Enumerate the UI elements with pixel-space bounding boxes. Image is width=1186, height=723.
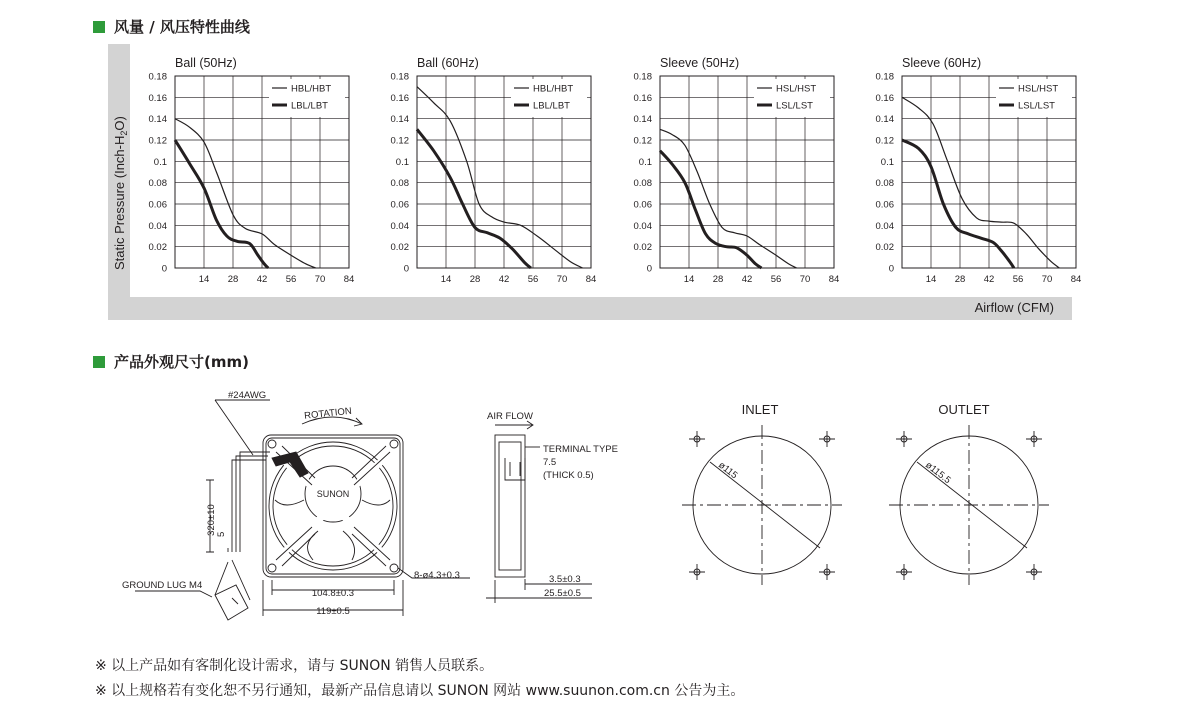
y-tick-label: 0.12 [875, 135, 894, 147]
y-tick-label: 0.14 [875, 114, 894, 126]
y-tick-label: 0.12 [148, 135, 167, 147]
x-tick-label: 56 [527, 274, 539, 285]
y-tick-label: 0.1 [153, 156, 167, 168]
x-tick-label: 56 [285, 274, 297, 285]
depth-dim: 25.5±0.5 [544, 588, 581, 599]
legend-label: HBL/HBT [533, 83, 574, 95]
ground-lug-label: GROUND LUG M4 [122, 580, 203, 591]
y-tick-label: 0.06 [875, 199, 894, 211]
x-tick-label: 42 [741, 274, 753, 285]
y-tick-label: 0.04 [390, 220, 409, 232]
legend [996, 79, 1072, 117]
y-tick-label: 0.04 [875, 220, 894, 232]
legend [269, 79, 345, 117]
section-marker [93, 356, 105, 368]
legend [754, 79, 830, 117]
y-tick-label: 0.16 [148, 92, 167, 104]
y-tick-label: 0.12 [390, 135, 409, 147]
flange-dim: 3.5±0.3 [549, 574, 581, 585]
y-tick-label: 0.02 [390, 242, 409, 254]
series-line-lsl-lst [660, 151, 762, 268]
y-tick-label: 0.06 [148, 199, 167, 211]
size-dim: 119±0.5 [316, 606, 350, 617]
chart-title: Sleeve (60Hz) [902, 56, 982, 70]
x-tick-label: 28 [712, 274, 724, 285]
chart-title: Sleeve (50Hz) [660, 56, 740, 70]
outlet-view [889, 425, 1049, 585]
terminal-type-label: TERMINAL TYPE [543, 444, 618, 455]
inlet-diameter: ø115 [716, 459, 740, 482]
series-line-hbl-hbt [175, 119, 316, 268]
y-tick-label: 0.14 [390, 114, 409, 126]
y-tick-label: 0 [888, 263, 894, 275]
x-tick-label: 70 [799, 274, 811, 285]
x-tick-label: 28 [227, 274, 239, 285]
legend [511, 79, 587, 117]
series-line-lbl-lbt [417, 129, 531, 268]
x-tick-label: 28 [469, 274, 481, 285]
y-tick-label: 0.1 [638, 156, 652, 168]
y-tick-label: 0.14 [633, 114, 652, 126]
y-tick-label: 0.14 [148, 114, 167, 126]
y-axis-label: Static Pressure $(Inch-H_2O)$ [112, 116, 129, 270]
legend-label: LSL/LST [1018, 100, 1055, 112]
chart-1 [149, 56, 355, 285]
y-tick-label: 0.04 [633, 220, 652, 232]
x-tick-label: 84 [828, 274, 840, 285]
legend-label: HSL/HST [776, 83, 817, 95]
y-tick-label: 0 [403, 263, 409, 275]
y-tick-label: 0.16 [633, 92, 652, 104]
chart-2 [391, 56, 597, 285]
dimension-drawing [0, 370, 1186, 632]
note-custom: ※ 以上产品如有客制化设计需求，请与 SUNON 销售人员联系。 [95, 658, 494, 674]
y-tick-label: 0.18 [633, 71, 652, 83]
x-tick-label: 42 [983, 274, 995, 285]
x-tick-label: 84 [1070, 274, 1082, 285]
y-tick-label: 0.08 [633, 178, 652, 190]
legend-label: HSL/HST [1018, 83, 1059, 95]
chart-3 [634, 56, 840, 285]
brand-label: SUNON [316, 489, 350, 499]
x-tick-label: 70 [1041, 274, 1053, 285]
inlet-title: INLET [741, 402, 779, 417]
dims-title: 产品外观尺寸(mm) [114, 353, 249, 371]
y-tick-label: 0.1 [880, 156, 894, 168]
y-tick-label: 0 [646, 263, 652, 275]
x-tick-label: 14 [925, 274, 937, 285]
legend-label: HBL/HBT [291, 83, 332, 95]
x-tick-label: 28 [954, 274, 966, 285]
y-tick-label: 0 [161, 263, 167, 275]
y-tick-label: 0.18 [390, 71, 409, 83]
wire-label: #24AWG [228, 390, 267, 401]
note-website: ※ 以上规格若有变化恕不另行通知，最新产品信息请以 SUNON 网站 www.suunon.com.cn 公告为主。 [95, 683, 745, 699]
y-tick-label: 0.02 [633, 242, 652, 254]
y-tick-label: 0.02 [148, 242, 167, 254]
y-tick-label: 0.08 [390, 178, 409, 190]
x-tick-label: 14 [440, 274, 452, 285]
performance-curves [0, 0, 1186, 330]
y-tick-label: 0.18 [875, 71, 894, 83]
dims-section-title [93, 351, 249, 372]
x-tick-label: 42 [256, 274, 268, 285]
outlet-diameter: ø115.5 [923, 459, 953, 487]
curves-title: 风量 / 风压特性曲线 [114, 18, 250, 36]
y-tick-label: 0.18 [148, 71, 167, 83]
outlet-title: OUTLET [938, 402, 990, 417]
chart-title: Ball (50Hz) [175, 56, 237, 70]
y-tick-label: 0.1 [395, 156, 409, 168]
x-tick-label: 84 [585, 274, 597, 285]
y-tick-label: 0.08 [875, 178, 894, 190]
chart-title: Ball (60Hz) [417, 56, 479, 70]
terminal-thick-label: (THICK 0.5) [543, 470, 594, 481]
five-label: 5 [216, 531, 227, 537]
holes-dim: 8-ø4.3±0.3 [414, 570, 460, 581]
y-tick-label: 0.06 [390, 199, 409, 211]
hole-spacing-dim: 104.8±0.3 [311, 588, 355, 599]
inlet-view [682, 425, 842, 585]
legend-label: LBL/LBT [291, 100, 328, 112]
y-tick-label: 0.16 [390, 92, 409, 104]
x-tick-label: 56 [1012, 274, 1024, 285]
y-tick-label: 0.02 [875, 242, 894, 254]
x-tick-label: 56 [770, 274, 782, 285]
chart-panel-bottom [108, 297, 1072, 320]
x-axis-label: Airflow (CFM) [974, 300, 1054, 315]
x-tick-label: 42 [498, 274, 510, 285]
y-tick-label: 0.12 [633, 135, 652, 147]
x-tick-label: 70 [314, 274, 326, 285]
airflow-label: AIR FLOW [487, 411, 533, 422]
y-tick-label: 0.06 [633, 199, 652, 211]
y-tick-label: 0.04 [148, 220, 167, 232]
legend-label: LSL/LST [776, 100, 813, 112]
chart-4 [876, 56, 1082, 285]
terminal-75-label: 7.5 [543, 457, 557, 468]
lead-length: 320±10 [206, 504, 217, 536]
x-tick-label: 14 [683, 274, 695, 285]
legend-label: LBL/LBT [533, 100, 570, 112]
x-tick-label: 70 [556, 274, 568, 285]
y-tick-label: 0.08 [148, 178, 167, 190]
rotation-label: ROTATION [303, 405, 353, 422]
x-tick-label: 84 [343, 274, 355, 285]
x-tick-label: 14 [198, 274, 210, 285]
y-tick-label: 0.16 [875, 92, 894, 104]
